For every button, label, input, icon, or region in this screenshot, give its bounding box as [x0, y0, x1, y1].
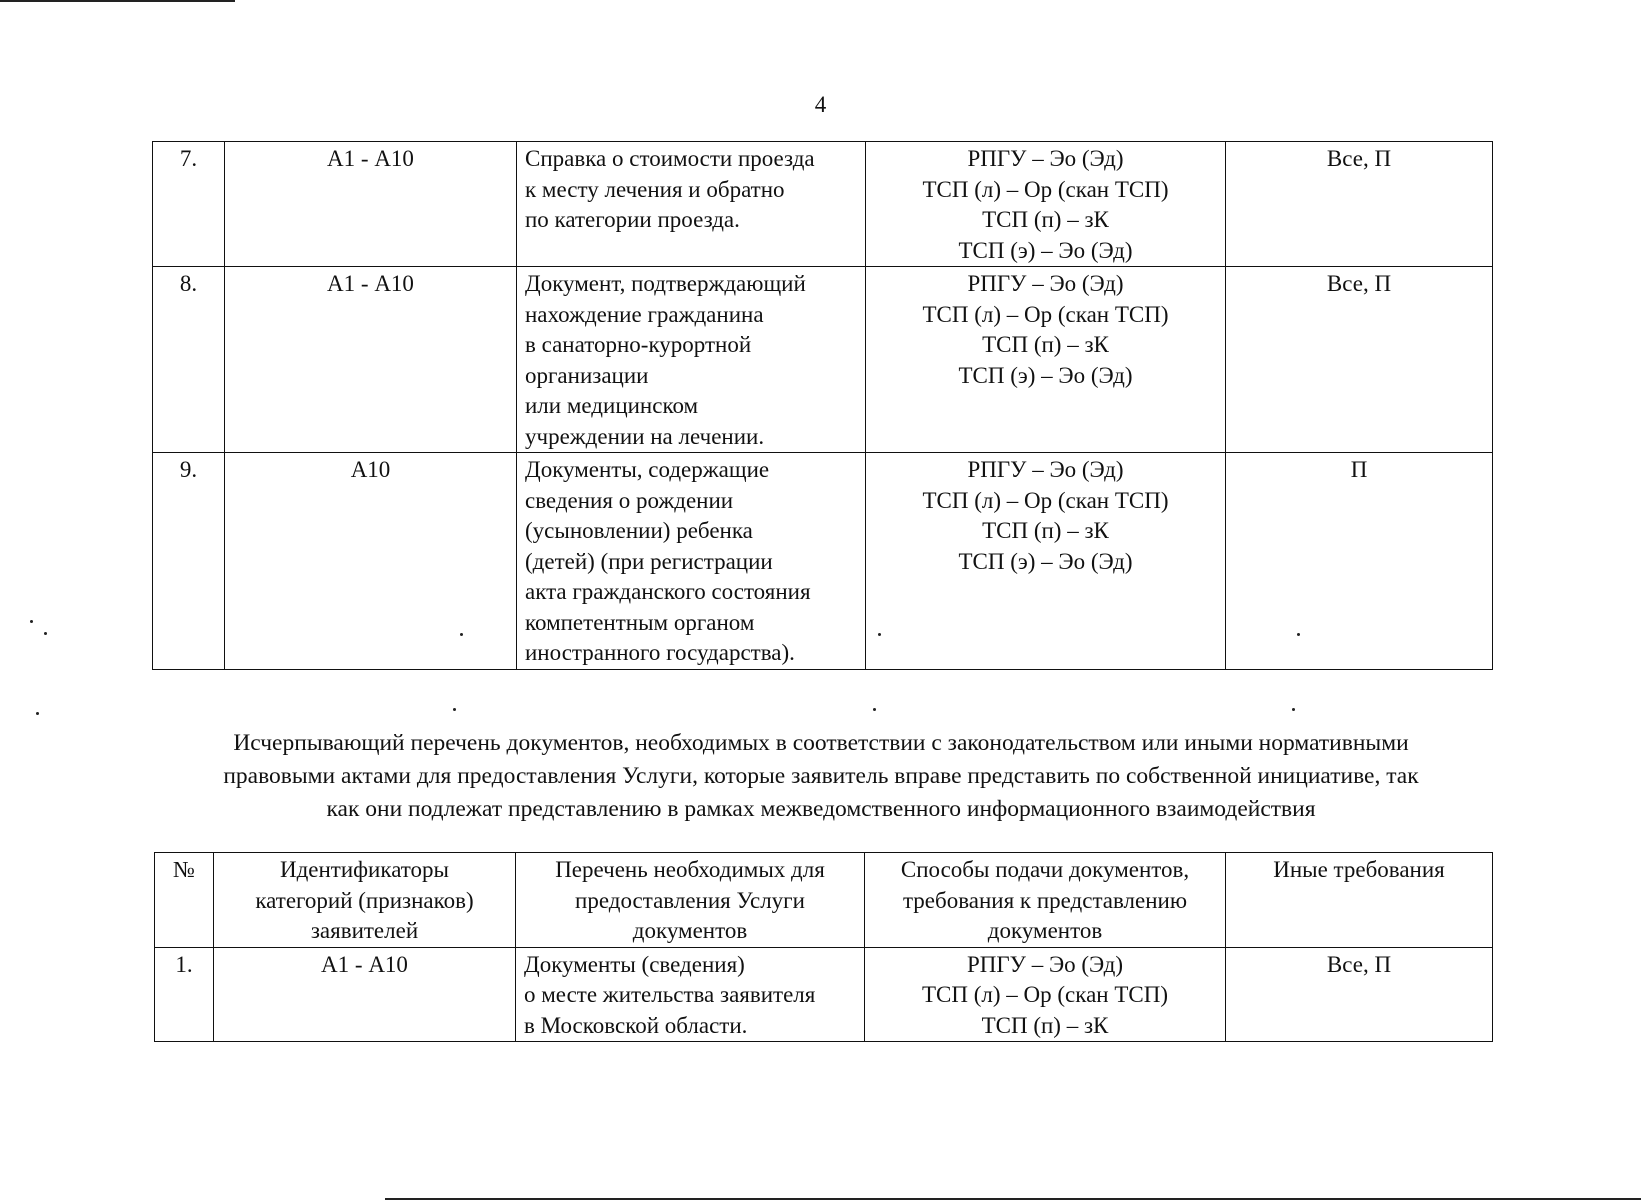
row-number: 8. [153, 267, 225, 453]
header-document-list: Перечень необходимых для предоставления Услуги документов [516, 853, 865, 948]
table-row [153, 453, 1493, 670]
scan-speck [44, 632, 47, 635]
scan-edge-top [0, 0, 235, 2]
row-number: 1. [155, 947, 214, 1042]
other-requirements: Все, П [1226, 142, 1493, 267]
scan-speck [36, 712, 39, 715]
applicant-category-ids: А1 - А10 [225, 142, 517, 267]
scan-speck [30, 620, 33, 623]
other-requirements: Все, П [1226, 947, 1493, 1042]
row-number: 7. [153, 142, 225, 267]
document-name: Документ, подтверждающий нахождение гражданина в санаторно-курортной организации или медицинском учреждении на лечении. [517, 267, 866, 453]
applicant-category-ids: А1 - А10 [225, 267, 517, 453]
applicant-category-ids: А10 [225, 453, 517, 670]
header-other-requirements: Иные требования [1226, 853, 1493, 948]
document-name: Справка о стоимости проезда к месту лечения и обратно по категории проезда. [517, 142, 866, 267]
table-header-row [155, 853, 1493, 948]
header-applicant-category-ids: Идентификаторы категорий (признаков) заявителей [214, 853, 516, 948]
submission-methods: РПГУ – Эо (Эд) ТСП (л) – Ор (скан ТСП) ТСП (п) – зК [865, 947, 1226, 1042]
other-requirements: П [1226, 453, 1493, 670]
header-submission-methods: Способы подачи документов, требования к представлению документов [865, 853, 1226, 948]
submission-methods: РПГУ – Эо (Эд) ТСП (л) – Ор (скан ТСП) ТСП (п) – зК ТСП (э) – Эо (Эд) [866, 453, 1226, 670]
other-requirements: Все, П [1226, 267, 1493, 453]
documents-table [152, 141, 1493, 670]
interagency-documents-table [154, 852, 1493, 1042]
applicant-category-ids: А1 - А10 [214, 947, 516, 1042]
submission-methods: РПГУ – Эо (Эд) ТСП (л) – Ор (скан ТСП) ТСП (п) – зК ТСП (э) – Эо (Эд) [866, 142, 1226, 267]
document-name: Документы, содержащие сведения о рождении (усыновлении) ребенка (детей) (при регистрации акта гражданского состояния компетентным органом иностранного государства). [517, 453, 866, 670]
page-number: 4 [814, 92, 827, 117]
header-number: № [155, 853, 214, 948]
submission-methods: РПГУ – Эо (Эд) ТСП (л) – Ор (скан ТСП) ТСП (п) – зК ТСП (э) – Эо (Эд) [866, 267, 1226, 453]
row-number: 9. [153, 453, 225, 670]
scan-speck [873, 708, 876, 711]
table-row [153, 267, 1493, 453]
scan-speck [1292, 708, 1295, 711]
table-row [155, 947, 1493, 1042]
document-name: Документы (сведения) о месте жительства заявителя в Московской области. [516, 947, 865, 1042]
section-caption: Исчерпывающий перечень документов, необходимых в соответствии с законодательством или иными нормативными правовыми актами для предоставления Услуги, которые заявитель вправе представить по собственной инициативе, так как они подлежат представлению в рамках межведомственного информационного взаимодействия [223, 730, 1419, 822]
table-row [153, 142, 1493, 267]
scan-speck [453, 708, 456, 711]
